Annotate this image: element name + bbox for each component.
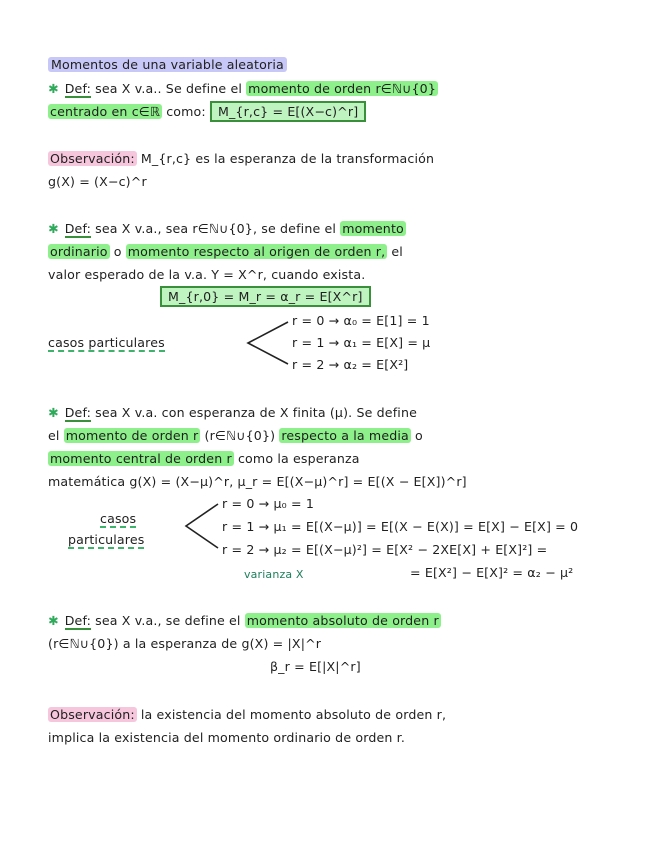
observation-1-line-2: g(X) = (X−c)^r — [48, 174, 147, 189]
brace-icon — [244, 318, 292, 368]
definition-3-line-3: momento central de orden r como la esperanza — [50, 451, 360, 466]
central-case-3: r = 2 → μ₂ = E[(X−μ)²] = E[X² − 2XE[X] + E[X]²] = — [222, 542, 548, 557]
definition-1-line-2: centrado en c∈ℝ como: M_{r,c} = E[(X−c)^r] — [48, 103, 366, 121]
observation-2-line-1: Observación: la existencia del momento absoluto de orden r, — [50, 707, 447, 722]
definition-2-formula: M_{r,0} = M_r = α_r = E[X^r] — [160, 288, 371, 306]
definition-4-line-2: (r∈ℕ∪{0}) a la esperanza de g(X) = |X|^r — [48, 636, 322, 651]
def-label: Def: — [64, 81, 91, 96]
case-1: r = 0 → α₀ = E[1] = 1 — [292, 313, 430, 328]
definition-1-line-1: ✱ Def: sea X v.a.. Se define el momento de orden r∈ℕ∪{0} — [48, 81, 437, 96]
definition-4-line-1: ✱ Def: sea X v.a., se define el momento absoluto de orden r — [48, 613, 439, 628]
case-3: r = 2 → α₂ = E[X²] — [292, 357, 409, 372]
observation-1-line-1: Observación: M_{r,c} es la esperanza de la transformación — [50, 151, 435, 166]
cases-label-2b: particulares — [68, 532, 145, 547]
central-case-2: r = 1 → μ₁ = E[(X−μ)] = E[(X − E(X)] = E[X] − E[X] = 0 — [222, 519, 579, 534]
definition-3-line-2: el momento de orden r (r∈ℕ∪{0}) respecto a la media o — [48, 428, 423, 443]
star-icon: ✱ — [48, 221, 59, 236]
central-case-1: r = 0 → μ₀ = 1 — [222, 496, 315, 511]
definition-2-line-3: valor esperado de la v.a. Y = X^r, cuando exista. — [48, 267, 366, 282]
definition-2-line-2: ordinario o momento respecto al origen de orden r, el — [50, 244, 403, 259]
brace-icon — [182, 500, 222, 552]
definition-4-formula: β_r = E[|X|^r] — [270, 659, 361, 674]
page-title: Momentos de una variable aleatoria — [48, 56, 287, 74]
observation-label: Observación: — [50, 151, 135, 166]
star-icon: ✱ — [48, 81, 59, 96]
formula-box: M_{r,c} = E[(X−c)^r] — [210, 101, 366, 122]
cases-label-1: casos particulares — [48, 335, 165, 350]
star-icon: ✱ — [48, 405, 59, 420]
observation-2-line-2: implica la existencia del momento ordinario de orden r. — [48, 730, 405, 745]
case-2: r = 1 → α₁ = E[X] = μ — [292, 335, 431, 350]
central-case-3-continued: = E[X²] − E[X]² = α₂ − μ² — [410, 565, 574, 580]
definition-3-line-1: ✱ Def: sea X v.a. con esperanza de X finita (μ). Se define — [48, 405, 417, 420]
definition-3-line-4: matemática g(X) = (X−μ)^r, μ_r = E[(X−μ)^r] = E[(X − E[X])^r] — [48, 474, 467, 489]
definition-2-line-1: ✱ Def: sea X v.a., sea r∈ℕ∪{0}, se define el momento — [48, 221, 404, 236]
cases-label-2a: casos — [100, 511, 137, 526]
star-icon: ✱ — [48, 613, 59, 628]
variance-annotation: varianza X — [244, 568, 304, 581]
